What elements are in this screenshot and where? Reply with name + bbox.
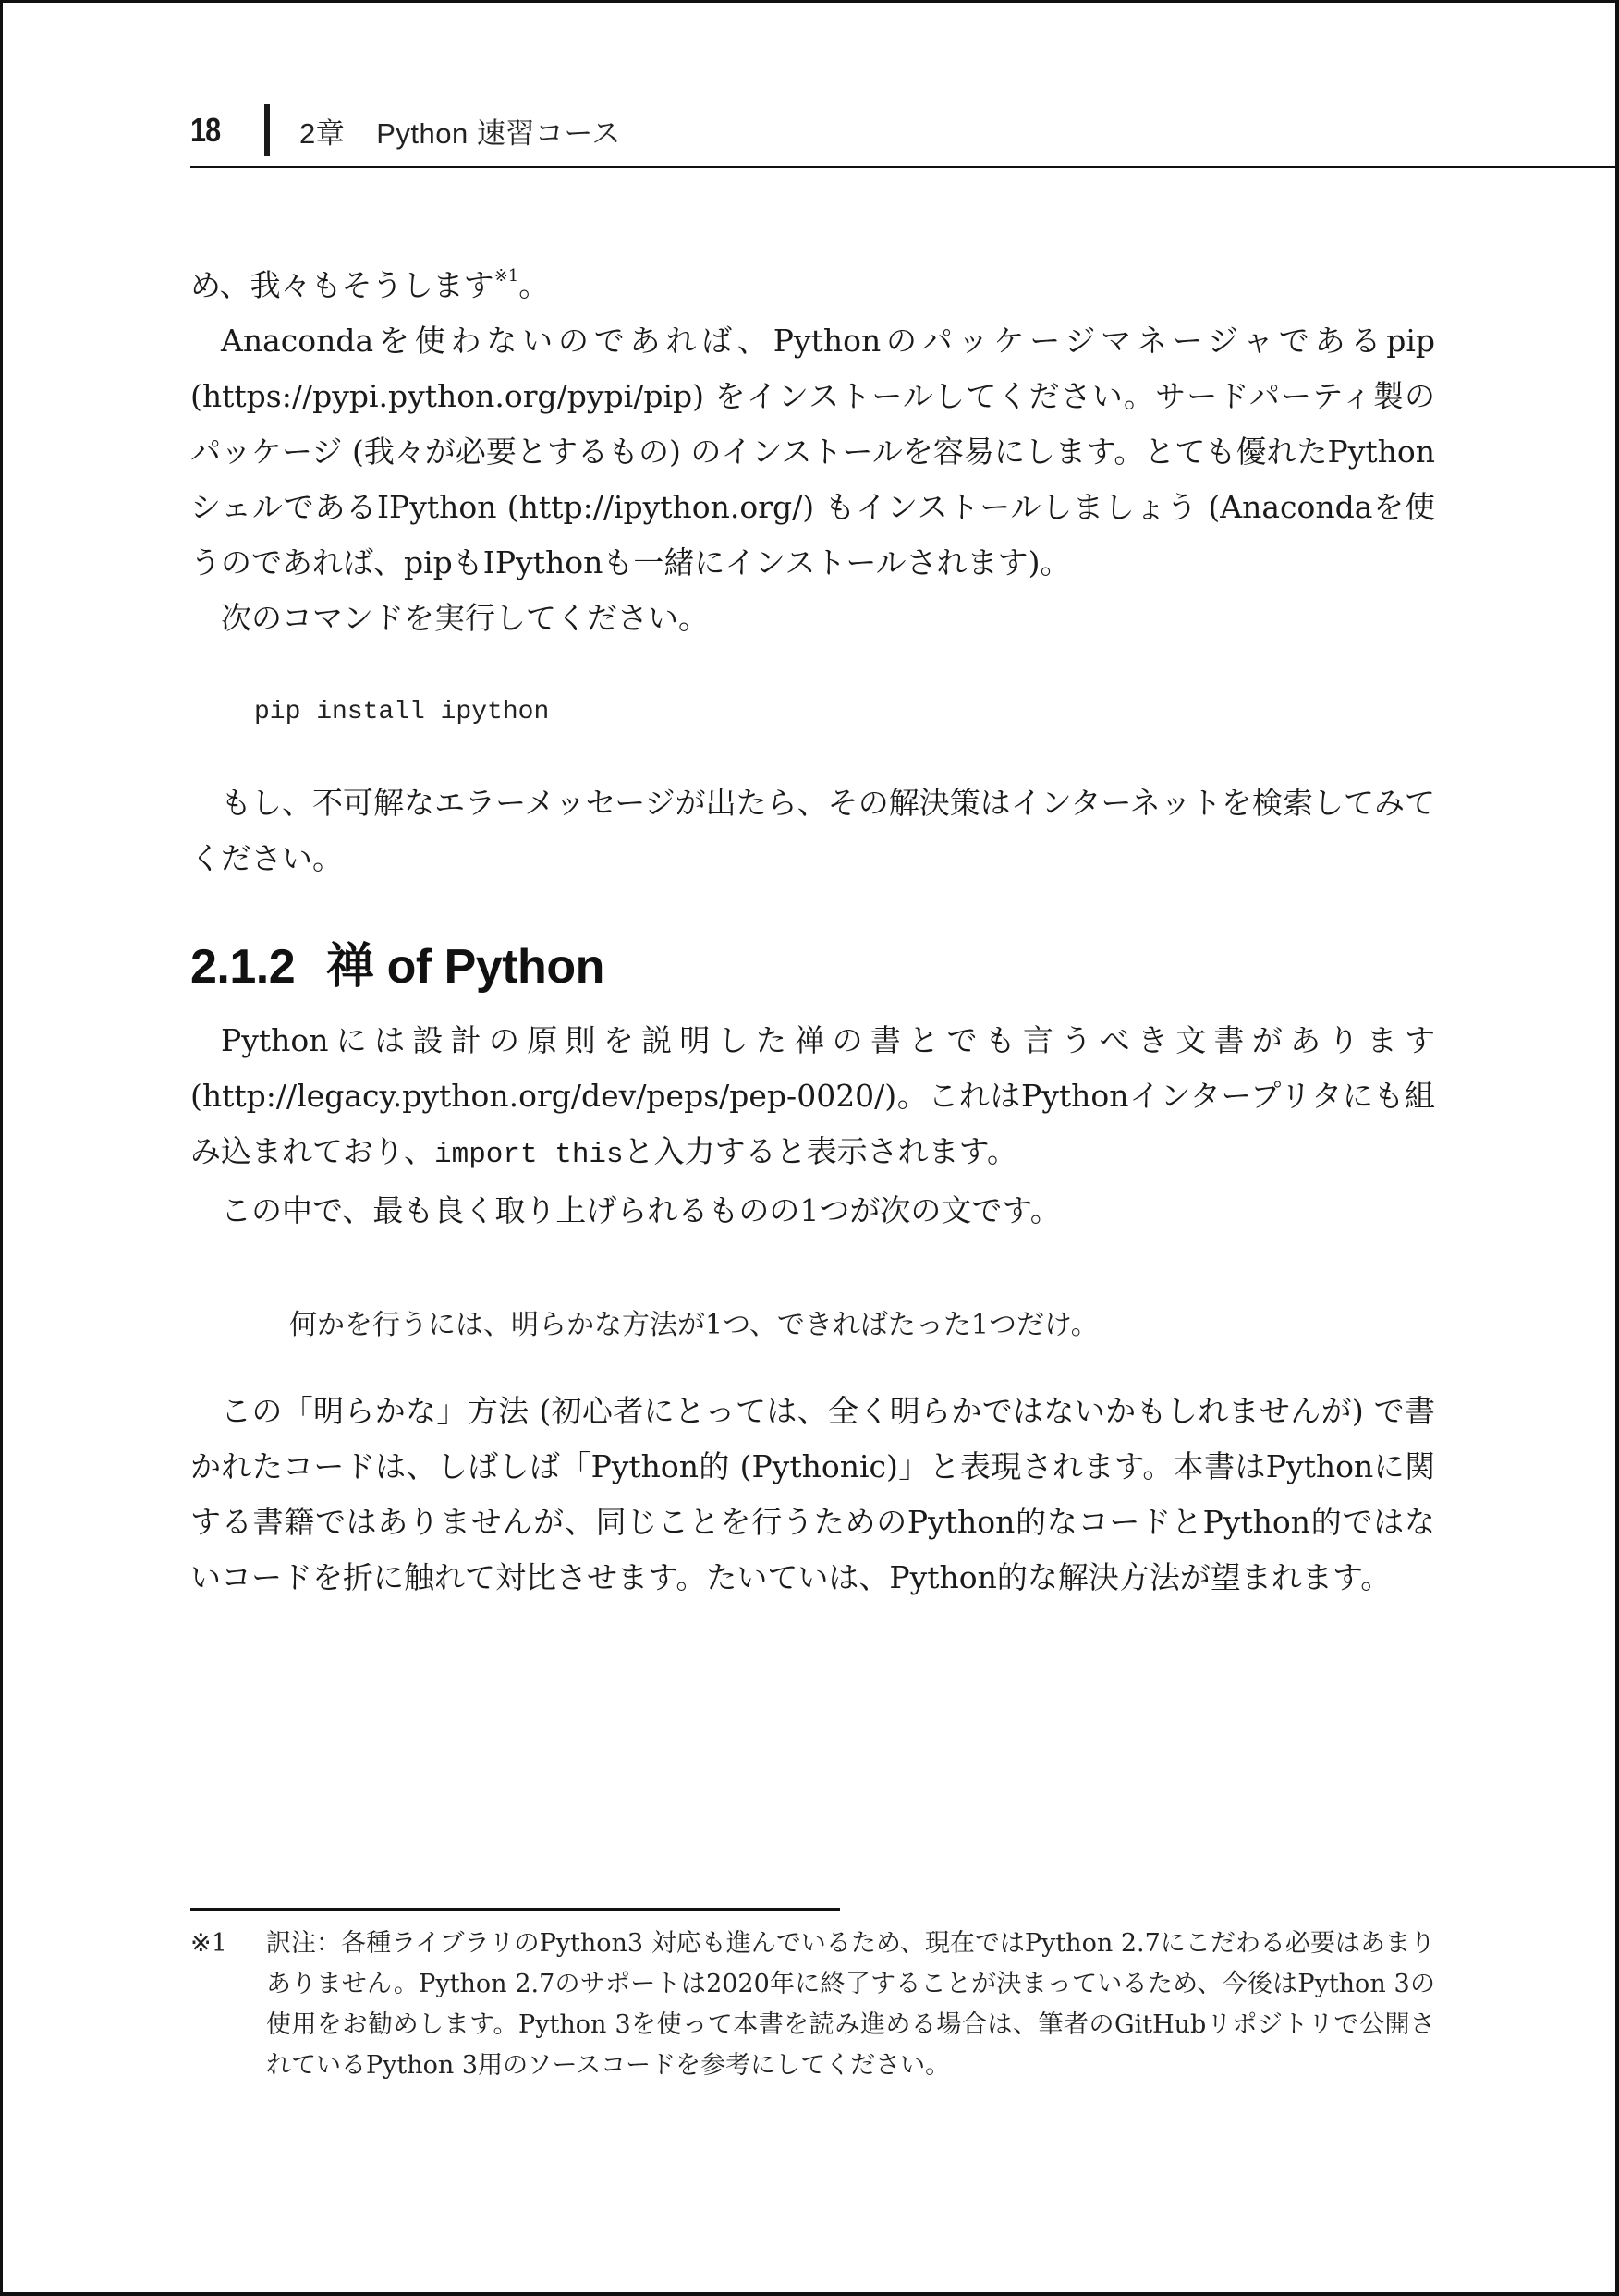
paragraph-text: め、我々もそうします — [190, 267, 494, 303]
footnote — [190, 1924, 1435, 2086]
footnote-reference[interactable]: ※1 — [493, 266, 519, 286]
paragraph-text-end: と入力すると表示されます。 — [623, 1133, 1018, 1169]
paragraph-run-command: 次のコマンドを実行してください。 — [221, 600, 709, 636]
footnote-mark: ※1 — [190, 1929, 227, 1958]
header-rule — [190, 166, 1615, 168]
page-number: 18 — [190, 111, 221, 149]
section-title: 禅 of Python — [326, 940, 604, 994]
paragraph-install-pip: Anacondaを使わないのであれば、Pythonのパッケージマネージャであるpip (https://pypi.python.org/pypi/pip) をインストールしてください。サードパーティ製のパッケージ (我々が必要とするもの) のインストールを容易にします。とても優れたPythonシェルであるIPython (http://ipython.org/) もインストールしましょう (Anacondaを使うのであれば、pipもIPythonも一緒にインストールされます)。 — [190, 323, 1435, 580]
paragraph-pythonic: この「明らかな」方法 (初心者にとっては、全く明らかではないかもしれませんが) で書かれたコードは、しばしば「Python的 (Pythonic)」と表現されます。本書はPythonに関する書籍ではありませんが、同じことを行うためのPython的なコードとPython的ではないコードを折に触れて対比させます。たいていは、Python的な解決方法が望まれます。 — [190, 1393, 1435, 1595]
intro-text — [190, 249, 1435, 646]
inline-code: import this — [434, 1139, 624, 1171]
paragraph-text: Pythonには設計の原則を説明した禅の書とでも言うべき文書があります (http://legacy.python.org/dev/peps/pep-0020/)。これはPythonインタープリタにも組み込まれており、 — [190, 1022, 1435, 1169]
error-advice — [190, 776, 1435, 886]
header-divider — [264, 104, 270, 156]
paragraph-error-help: もし、不可解なエラーメッセージが出たら、その解決策はインターネットを検索してみてください。 — [190, 785, 1435, 876]
running-header — [190, 103, 621, 158]
footnote-text: 訳注：各種ライブラリのPython3 対応も進んでいるため、現在ではPython 2.7にこだわる必要はあまりありません。Python 2.7のサポートは2020年に終了することが決まっているため、今後はPython 3の使用をお勧めします。Python 3を使って本書を読み進める場合は、筆者のGitHubリポジトリで公開されているPython 3用のソースコードを参考にしてください。 — [266, 1929, 1435, 2080]
code-snippet: pip install ipython — [254, 698, 550, 727]
section-body — [190, 1013, 1435, 1239]
section-heading — [190, 927, 604, 996]
chapter-heading — [299, 110, 621, 152]
footnote-divider — [190, 1908, 840, 1911]
paragraph-quote-intro: この中で、最も良く取り上げられるものの1つが次の文です。 — [221, 1192, 1061, 1228]
chapter-title: Python 速習コース — [376, 116, 621, 150]
paragraph-zen — [190, 1013, 1435, 1183]
zen-quote: 何かを行うには、明らかな方法が1つ、できればたった1つだけ。 — [289, 1309, 1099, 1341]
pythonic-text — [190, 1384, 1435, 1606]
chapter-label: 2章 — [299, 116, 346, 150]
section-number: 2.1.2 — [190, 940, 296, 994]
paragraph-continued — [190, 249, 1435, 313]
paragraph-text-end: 。 — [518, 267, 550, 303]
